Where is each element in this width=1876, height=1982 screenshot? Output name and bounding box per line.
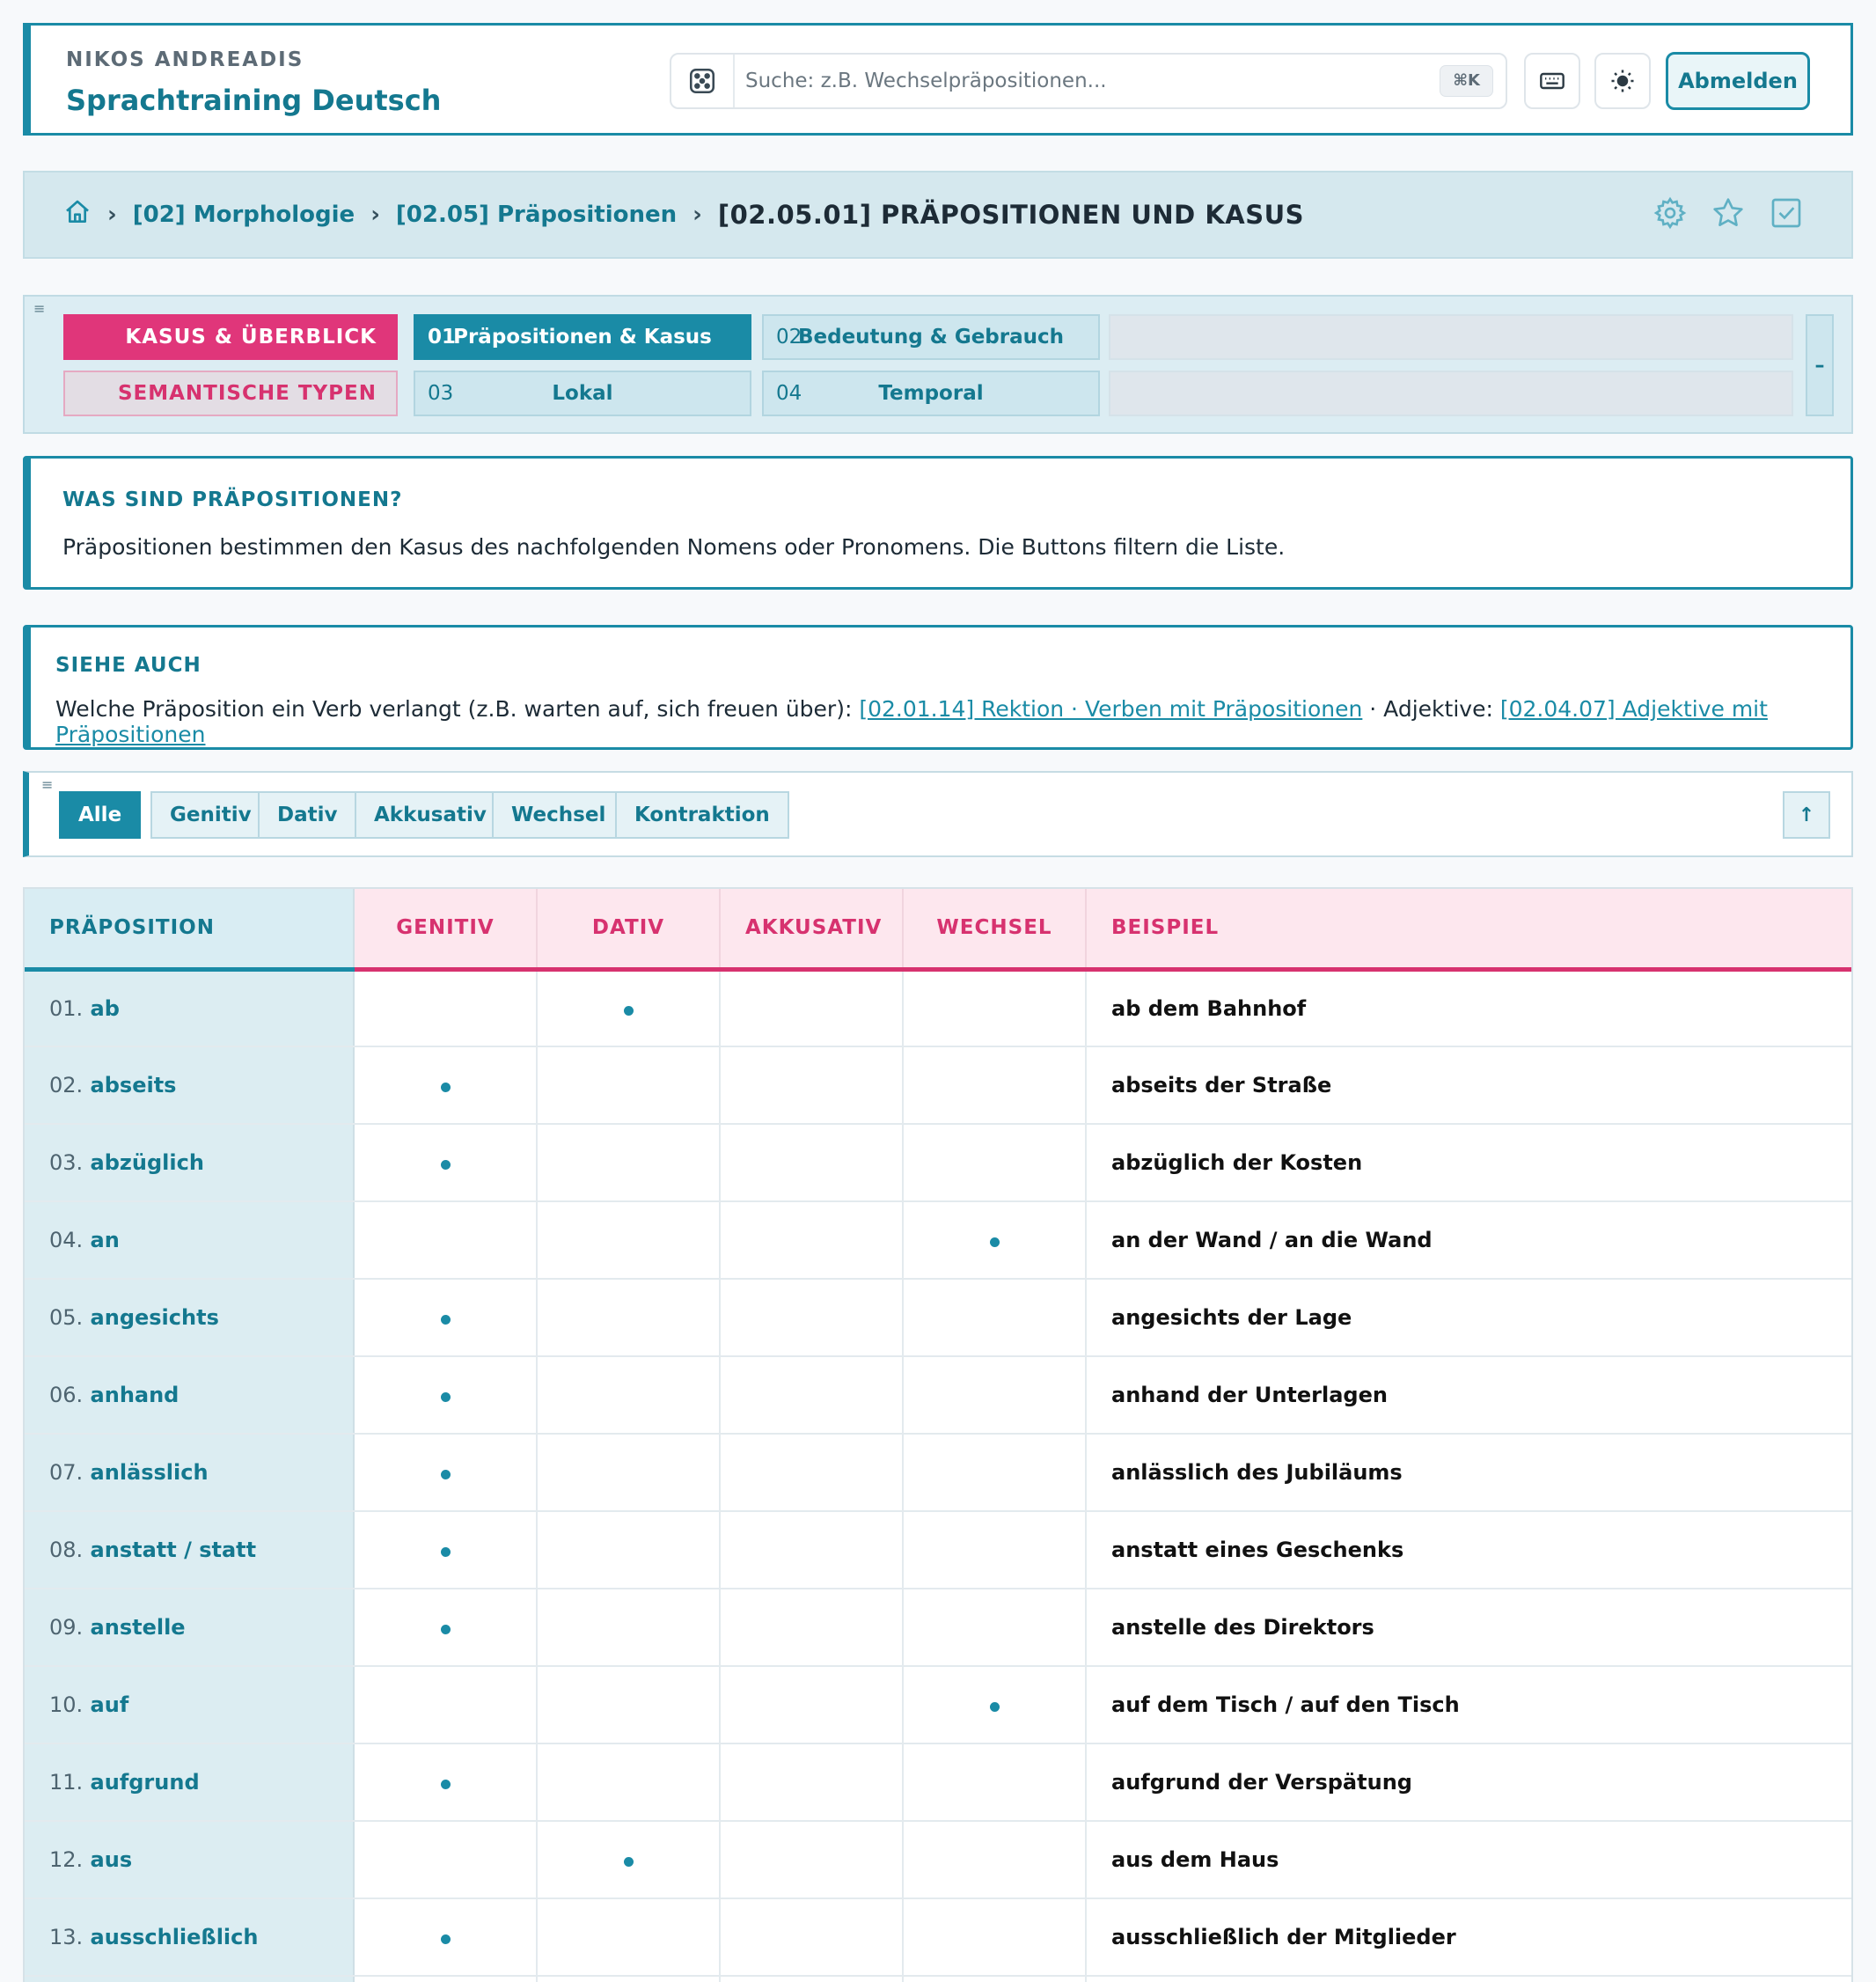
preposition-cell[interactable] bbox=[25, 1976, 354, 1982]
table-row[interactable] bbox=[25, 969, 1851, 1046]
case-marker-dot bbox=[441, 1083, 451, 1092]
preposition-cell[interactable] bbox=[25, 1279, 354, 1356]
preposition-cell[interactable] bbox=[25, 1201, 354, 1279]
nav-item-label: Temporal bbox=[878, 382, 984, 405]
home-icon bbox=[63, 198, 92, 226]
preposition-word: anlässlich bbox=[90, 1460, 209, 1485]
case-cell-akkusativ bbox=[720, 1589, 903, 1666]
case-cell-akkusativ bbox=[720, 1434, 903, 1511]
breadcrumb-item-morphologie[interactable]: [02] Morphologie bbox=[132, 202, 355, 228]
random-button[interactable] bbox=[671, 55, 735, 107]
preposition-word: aufgrund bbox=[90, 1770, 200, 1795]
case-marker-dot bbox=[441, 1470, 451, 1479]
preposition-cell[interactable] bbox=[25, 1743, 354, 1821]
case-cell-dativ bbox=[537, 1898, 720, 1976]
column-header-akkusativ[interactable]: AKKUSATIV bbox=[720, 889, 903, 969]
row-number: 01. bbox=[49, 995, 84, 1021]
column-header-genitiv[interactable]: GENITIV bbox=[354, 889, 537, 969]
nav-item-bedeutung-gebrauch[interactable] bbox=[762, 314, 1100, 360]
preposition-table-container bbox=[23, 887, 1853, 1982]
case-cell-akkusativ bbox=[720, 1666, 903, 1743]
case-cell-dativ bbox=[537, 1589, 720, 1666]
example-cell: abzüglich der Kosten bbox=[1086, 1124, 1851, 1201]
theme-toggle-button[interactable] bbox=[1594, 53, 1651, 109]
column-header-wechsel[interactable]: WECHSEL bbox=[903, 889, 1086, 969]
preposition-word: anstatt / statt bbox=[90, 1538, 257, 1562]
preposition-word: auf bbox=[90, 1692, 129, 1717]
link-rektion-verben[interactable]: [02.01.14] Rektion · Verben mit Präpositionen bbox=[859, 696, 1363, 722]
row-number: 11. bbox=[49, 1770, 84, 1795]
case-cell-dativ bbox=[537, 1976, 720, 1982]
example-cell: angesichts der Lage bbox=[1086, 1279, 1851, 1356]
sun-icon bbox=[1609, 68, 1636, 94]
case-marker-dot bbox=[441, 1625, 451, 1634]
intro-text: Präpositionen bestimmen den Kasus des nachfolgenden Nomens oder Pronomens. Die Buttons filtern die Liste. bbox=[62, 534, 1286, 560]
case-cell-dativ bbox=[537, 969, 720, 1046]
case-cell-wechsel bbox=[903, 1356, 1086, 1434]
row-number: 02. bbox=[49, 1073, 84, 1097]
row-number: 09. bbox=[49, 1615, 84, 1640]
category-semantische-typen[interactable]: SEMANTISCHE TYPEN bbox=[63, 371, 398, 416]
filter-chip-kontraktion[interactable]: Kontraktion bbox=[615, 791, 789, 839]
example-cell: auf dem Tisch / auf den Tisch bbox=[1086, 1666, 1851, 1743]
case-cell-wechsel bbox=[903, 1743, 1086, 1821]
table-row[interactable] bbox=[25, 1589, 1851, 1666]
preposition-word: an bbox=[90, 1228, 120, 1252]
nav-item-number: 03 bbox=[428, 382, 454, 405]
checkbox-icon[interactable] bbox=[1769, 195, 1804, 231]
case-marker-dot bbox=[441, 1547, 451, 1557]
link-adjektive-praepositionen[interactable]: [02.04.07] Adjektive mit Präpositionen bbox=[55, 696, 1768, 747]
table-row[interactable] bbox=[25, 1511, 1851, 1589]
row-number: 12. bbox=[49, 1847, 84, 1872]
case-cell-wechsel bbox=[903, 1124, 1086, 1201]
row-number: 03. bbox=[49, 1150, 84, 1175]
preposition-cell[interactable] bbox=[25, 969, 354, 1046]
row-number: 13. bbox=[49, 1925, 84, 1949]
preposition-word: angesichts bbox=[90, 1305, 219, 1330]
case-cell-akkusativ bbox=[720, 1201, 903, 1279]
case-cell-genitiv bbox=[354, 1976, 537, 1982]
table-row[interactable] bbox=[25, 1124, 1851, 1201]
example-cell: aufgrund der Verspätung bbox=[1086, 1743, 1851, 1821]
breadcrumb-separator: › bbox=[693, 202, 702, 228]
preposition-word: aus bbox=[90, 1847, 133, 1872]
table-row[interactable] bbox=[25, 1434, 1851, 1511]
case-cell-akkusativ bbox=[720, 1821, 903, 1898]
case-cell-wechsel bbox=[903, 1666, 1086, 1743]
table-row[interactable] bbox=[25, 1821, 1851, 1898]
nav-item-label: Bedeutung & Gebrauch bbox=[797, 326, 1065, 349]
see-also-middle: · Adjektive: bbox=[1362, 696, 1500, 722]
case-cell-genitiv bbox=[354, 1201, 537, 1279]
filter-chip-akkusativ[interactable]: Akkusativ bbox=[355, 791, 506, 839]
case-cell-genitiv bbox=[354, 1743, 537, 1821]
table-header-row bbox=[25, 889, 1851, 969]
case-cell-wechsel bbox=[903, 1046, 1086, 1124]
case-cell-dativ bbox=[537, 1201, 720, 1279]
preposition-cell[interactable] bbox=[25, 1666, 354, 1743]
case-marker-dot bbox=[624, 1857, 634, 1867]
example-cell: anstatt eines Geschenks bbox=[1086, 1511, 1851, 1589]
row-number: 07. bbox=[49, 1460, 84, 1485]
column-header-dativ[interactable]: DATIV bbox=[537, 889, 720, 969]
breadcrumb-separator: › bbox=[107, 202, 117, 228]
see-also-title: SIEHE AUCH bbox=[55, 654, 202, 677]
preposition-word: anhand bbox=[90, 1383, 180, 1407]
example-cell: an der Wand / an die Wand bbox=[1086, 1201, 1851, 1279]
example-cell: ausschließlich der Mitglieder bbox=[1086, 1898, 1851, 1976]
preposition-cell[interactable] bbox=[25, 1898, 354, 1976]
preposition-word: ausschließlich bbox=[90, 1925, 259, 1949]
case-cell-wechsel bbox=[903, 1201, 1086, 1279]
case-cell-akkusativ bbox=[720, 1356, 903, 1434]
category-kasus-ueberblick[interactable]: KASUS & ÜBERBLICK bbox=[63, 314, 398, 360]
table-row[interactable] bbox=[25, 1666, 1851, 1743]
nav-item-temporal[interactable] bbox=[762, 371, 1100, 416]
case-cell-genitiv bbox=[354, 1589, 537, 1666]
nav-item-number: 02 bbox=[776, 326, 802, 349]
case-cell-wechsel bbox=[903, 1434, 1086, 1511]
table-row[interactable] bbox=[25, 1201, 1851, 1279]
intro-title: WAS SIND PRÄPOSITIONEN? bbox=[62, 488, 403, 511]
preposition-cell[interactable] bbox=[25, 1434, 354, 1511]
case-cell-akkusativ bbox=[720, 1124, 903, 1201]
search-shortcut-badge: ⌘K bbox=[1440, 65, 1493, 97]
case-cell-dativ bbox=[537, 1124, 720, 1201]
app-title[interactable]: Sprachtraining Deutsch bbox=[66, 84, 442, 117]
table-row[interactable] bbox=[25, 1046, 1851, 1124]
see-also-text bbox=[55, 696, 1850, 747]
nav-item-label: Lokal bbox=[552, 382, 613, 405]
case-cell-genitiv bbox=[354, 1434, 537, 1511]
user-name: NIKOS ANDREADIS bbox=[66, 48, 304, 71]
drag-handle-icon[interactable]: ≡ bbox=[33, 300, 46, 317]
case-cell-genitiv bbox=[354, 969, 537, 1046]
table-row[interactable] bbox=[25, 1898, 1851, 1976]
case-cell-dativ bbox=[537, 1046, 720, 1124]
case-marker-dot bbox=[441, 1780, 451, 1789]
breadcrumb-bar bbox=[23, 171, 1853, 259]
filter-chip-genitiv[interactable]: Genitiv bbox=[150, 791, 271, 839]
case-cell-akkusativ bbox=[720, 1976, 903, 1982]
app-header bbox=[23, 23, 1853, 136]
row-number: 05. bbox=[49, 1305, 84, 1330]
case-marker-dot bbox=[441, 1160, 451, 1170]
preposition-cell[interactable] bbox=[25, 1124, 354, 1201]
preposition-cell[interactable] bbox=[25, 1589, 354, 1666]
preposition-cell[interactable] bbox=[25, 1821, 354, 1898]
preposition-word: abzüglich bbox=[90, 1150, 204, 1175]
case-marker-dot bbox=[441, 1315, 451, 1325]
case-marker-dot bbox=[441, 1392, 451, 1402]
preposition-word: abseits bbox=[90, 1073, 177, 1097]
column-header-praeposition[interactable]: PRÄPOSITION bbox=[25, 889, 354, 969]
case-cell-dativ bbox=[537, 1821, 720, 1898]
nav-placeholder bbox=[1109, 314, 1793, 360]
dice-icon bbox=[687, 66, 717, 96]
case-marker-dot bbox=[990, 1237, 1000, 1247]
case-cell-dativ bbox=[537, 1434, 720, 1511]
case-marker-dot bbox=[441, 1934, 451, 1944]
nav-item-number: 01 bbox=[428, 326, 457, 349]
scroll-top-button[interactable]: ↑ bbox=[1783, 791, 1830, 839]
keyboard-button[interactable] bbox=[1524, 53, 1580, 109]
preposition-cell[interactable] bbox=[25, 1511, 354, 1589]
example-cell: anlässlich des Jubiläums bbox=[1086, 1434, 1851, 1511]
nav-item-label: Präpositionen & Kasus bbox=[453, 326, 712, 349]
page-title: [02.05.01] PRÄPOSITIONEN UND KASUS bbox=[717, 200, 1305, 230]
case-cell-wechsel bbox=[903, 1898, 1086, 1976]
case-cell-akkusativ bbox=[720, 1046, 903, 1124]
preposition-table bbox=[25, 889, 1851, 1982]
collapse-nav-button[interactable]: – bbox=[1806, 314, 1834, 416]
nav-item-number: 04 bbox=[776, 382, 802, 405]
preposition-cell[interactable] bbox=[25, 1356, 354, 1434]
preposition-cell[interactable] bbox=[25, 1046, 354, 1124]
case-cell-akkusativ bbox=[720, 1898, 903, 1976]
case-cell-dativ bbox=[537, 1279, 720, 1356]
star-icon[interactable] bbox=[1711, 195, 1746, 231]
table-row[interactable] bbox=[25, 1743, 1851, 1821]
example-cell: ab dem Bahnhof bbox=[1086, 969, 1851, 1046]
page-actions bbox=[1652, 195, 1804, 231]
preposition-word: ab bbox=[90, 995, 120, 1021]
case-cell-dativ bbox=[537, 1511, 720, 1589]
keyboard-icon bbox=[1538, 67, 1566, 95]
case-cell-wechsel bbox=[903, 1821, 1086, 1898]
logout-button[interactable]: Abmelden bbox=[1666, 52, 1810, 110]
case-cell-genitiv bbox=[354, 1511, 537, 1589]
table-row[interactable] bbox=[25, 1279, 1851, 1356]
topic-navigation bbox=[23, 295, 1853, 434]
case-marker-dot bbox=[990, 1702, 1000, 1712]
case-cell-wechsel bbox=[903, 1279, 1086, 1356]
breadcrumb-separator: › bbox=[370, 202, 380, 228]
row-number: 08. bbox=[49, 1538, 84, 1562]
breadcrumb-item-praepositionen[interactable]: [02.05] Präpositionen bbox=[395, 202, 678, 228]
breadcrumb bbox=[63, 173, 1304, 257]
row-number: 06. bbox=[49, 1383, 84, 1407]
search-box[interactable] bbox=[670, 53, 1507, 109]
case-cell-dativ bbox=[537, 1356, 720, 1434]
intro-box bbox=[23, 456, 1853, 590]
gear-icon[interactable] bbox=[1652, 195, 1688, 231]
case-cell-genitiv bbox=[354, 1124, 537, 1201]
case-cell-akkusativ bbox=[720, 1511, 903, 1589]
case-cell-akkusativ bbox=[720, 1743, 903, 1821]
preposition-word: anstelle bbox=[90, 1615, 186, 1640]
case-cell-dativ bbox=[537, 1666, 720, 1743]
case-cell-dativ bbox=[537, 1743, 720, 1821]
table-body bbox=[25, 969, 1851, 1982]
search-input[interactable] bbox=[745, 65, 1423, 97]
home-link[interactable] bbox=[63, 198, 92, 232]
case-cell-genitiv bbox=[354, 1356, 537, 1434]
example-cell: abseits der Straße bbox=[1086, 1046, 1851, 1124]
case-cell-wechsel bbox=[903, 1589, 1086, 1666]
case-cell-wechsel bbox=[903, 969, 1086, 1046]
filter-chip-dativ[interactable]: Dativ bbox=[258, 791, 356, 839]
case-cell-genitiv bbox=[354, 1898, 537, 1976]
see-also-intro: Welche Präposition ein Verb verlangt (z.B. warten auf, sich freuen über): bbox=[55, 696, 860, 722]
filter-bar bbox=[23, 771, 1853, 857]
example-cell: anhand der Unterlagen bbox=[1086, 1356, 1851, 1434]
example-cell: aus dem Haus bbox=[1086, 1821, 1851, 1898]
filter-chip-wechsel[interactable]: Wechsel bbox=[492, 791, 625, 839]
nav-item-praepositionen-kasus[interactable] bbox=[414, 314, 751, 360]
column-header-beispiel[interactable]: BEISPIEL bbox=[1086, 889, 1851, 969]
filter-chip-alle[interactable]: Alle bbox=[59, 791, 141, 839]
example-cell: anstelle des Direktors bbox=[1086, 1589, 1851, 1666]
case-cell-genitiv bbox=[354, 1046, 537, 1124]
case-cell-wechsel bbox=[903, 1511, 1086, 1589]
case-cell-genitiv bbox=[354, 1666, 537, 1743]
case-cell-genitiv bbox=[354, 1821, 537, 1898]
drag-handle-icon[interactable]: ≡ bbox=[41, 776, 54, 793]
case-cell-wechsel bbox=[903, 1976, 1086, 1982]
case-cell-akkusativ bbox=[720, 1279, 903, 1356]
case-cell-genitiv bbox=[354, 1279, 537, 1356]
table-row[interactable] bbox=[25, 1356, 1851, 1434]
example-cell bbox=[1086, 1976, 1851, 1982]
row-number: 10. bbox=[49, 1692, 84, 1717]
case-marker-dot bbox=[624, 1006, 634, 1016]
table-row[interactable] bbox=[25, 1976, 1851, 1982]
see-also-box bbox=[23, 625, 1853, 750]
case-cell-akkusativ bbox=[720, 969, 903, 1046]
nav-item-lokal[interactable] bbox=[414, 371, 751, 416]
nav-placeholder bbox=[1109, 371, 1793, 416]
row-number: 04. bbox=[49, 1228, 84, 1252]
